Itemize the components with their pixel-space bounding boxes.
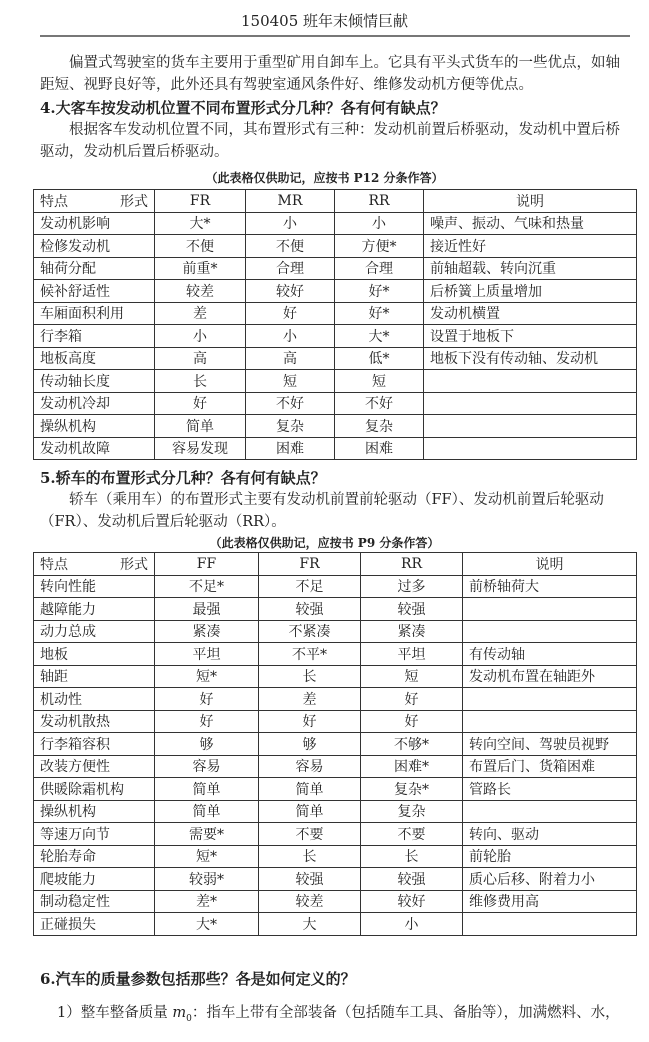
feature-cell: 越障能力	[34, 598, 155, 621]
value-cell: 较好	[361, 890, 463, 913]
feature-cell: 发动机影响	[34, 212, 155, 235]
table-row	[34, 235, 637, 258]
value-cell: 较强	[259, 868, 361, 891]
bus-layout-table	[33, 189, 637, 460]
value-cell: 大*	[335, 325, 424, 348]
mass-symbol: m	[172, 1005, 187, 1021]
value-cell: 合理	[246, 257, 335, 280]
feature-cell: 传动轴长度	[34, 370, 155, 393]
value-cell: 不好	[246, 392, 335, 415]
value-cell: 不足	[259, 575, 361, 598]
table-header-row	[34, 190, 637, 213]
table-row	[34, 392, 637, 415]
note-cell: 布置后门、货箱困难	[463, 755, 637, 778]
table-row	[34, 575, 637, 598]
q4-caption: （此表格仅供助记，应按书 P12 分条作答）	[205, 171, 444, 185]
feature-cell: 正碰损失	[34, 913, 155, 936]
feature-cell: 转向性能	[34, 575, 155, 598]
value-cell: 简单	[259, 778, 361, 801]
value-cell: 需要*	[155, 823, 259, 846]
value-cell: 长	[259, 845, 361, 868]
note-cell: 噪声、振动、气味和热量	[424, 212, 637, 235]
table-row	[34, 733, 637, 756]
header-cell: FR	[155, 190, 246, 213]
feature-cell: 改装方便性	[34, 755, 155, 778]
table-row	[34, 710, 637, 733]
value-cell: 短*	[155, 665, 259, 688]
value-cell: 容易	[259, 755, 361, 778]
value-cell: 容易	[155, 755, 259, 778]
table-row	[34, 325, 637, 348]
q5-caption: （此表格仅供助记，应按书 P9 分条作答）	[209, 536, 440, 550]
value-cell: 较差	[155, 280, 246, 303]
note-cell: 设置于地板下	[424, 325, 637, 348]
table-row	[34, 800, 637, 823]
feature-cell: 供暖除霜机构	[34, 778, 155, 801]
value-cell: 短	[246, 370, 335, 393]
value-cell: 小	[155, 325, 246, 348]
feature-cell: 发动机冷却	[34, 392, 155, 415]
feature-cell: 操纵机构	[34, 415, 155, 438]
value-cell: 小	[361, 913, 463, 936]
table-row	[34, 688, 637, 711]
value-cell: 简单	[155, 415, 246, 438]
value-cell: 小	[246, 212, 335, 235]
note-cell	[463, 800, 637, 823]
value-cell: 紧凑	[155, 620, 259, 643]
table-row	[34, 913, 637, 936]
value-cell: 高	[155, 347, 246, 370]
note-cell: 转向空间、驾驶员视野	[463, 733, 637, 756]
table-row	[34, 370, 637, 393]
value-cell: 复杂	[246, 415, 335, 438]
value-cell: 差	[259, 688, 361, 711]
value-cell: 复杂	[361, 800, 463, 823]
note-cell: 后桥簧上质量增加	[424, 280, 637, 303]
note-cell	[463, 598, 637, 621]
header-cell: 特点 形式	[34, 553, 155, 576]
value-cell: 不要	[361, 823, 463, 846]
value-cell: 不便	[246, 235, 335, 258]
table-row	[34, 845, 637, 868]
value-cell: 困难*	[361, 755, 463, 778]
value-cell: 复杂	[335, 415, 424, 438]
value-cell: 较差	[259, 890, 361, 913]
feature-cell: 候补舒适性	[34, 280, 155, 303]
value-cell: 合理	[335, 257, 424, 280]
feature-cell: 轴荷分配	[34, 257, 155, 280]
value-cell: 不足*	[155, 575, 259, 598]
value-cell: 好	[259, 710, 361, 733]
q4-answer: 根据客车发动机位置不同，其布置形式有三种：发动机前置后桥驱动，发动机中置后桥驱动，发动机后置后桥驱动。	[40, 122, 620, 160]
note-cell: 接近性好	[424, 235, 637, 258]
note-cell	[463, 710, 637, 733]
value-cell: 低*	[335, 347, 424, 370]
value-cell: 较强	[259, 598, 361, 621]
value-cell: 好	[155, 710, 259, 733]
value-cell: 大	[259, 913, 361, 936]
note-cell: 管路长	[463, 778, 637, 801]
note-cell	[463, 913, 637, 936]
note-cell: 地板下没有传动轴、发动机	[424, 347, 637, 370]
q5-answer: 轿车（乘用车）的布置形式主要有发动机前置前轮驱动（FF）、发动机前置后轮驱动（FR）、发动机后置后轮驱动（RR）。	[40, 492, 604, 530]
value-cell: 紧凑	[361, 620, 463, 643]
table-row	[34, 868, 637, 891]
table-row	[34, 890, 637, 913]
table-row	[34, 347, 637, 370]
table-row	[34, 212, 637, 235]
table-row	[34, 257, 637, 280]
value-cell: 不平*	[259, 643, 361, 666]
note-cell	[463, 620, 637, 643]
value-cell: 好	[155, 688, 259, 711]
note-cell	[424, 392, 637, 415]
table-row	[34, 415, 637, 438]
table-row	[34, 755, 637, 778]
value-cell: 够	[259, 733, 361, 756]
value-cell: 好	[246, 302, 335, 325]
note-cell: 前轮胎	[463, 845, 637, 868]
value-cell: 不好	[335, 392, 424, 415]
value-cell: 最强	[155, 598, 259, 621]
note-cell: 维修费用高	[463, 890, 637, 913]
feature-cell: 轮胎寿命	[34, 845, 155, 868]
value-cell: 大*	[155, 913, 259, 936]
table-row	[34, 620, 637, 643]
note-cell: 质心后移、附着力小	[463, 868, 637, 891]
value-cell: 简单	[155, 778, 259, 801]
note-cell	[424, 370, 637, 393]
feature-cell: 制动稳定性	[34, 890, 155, 913]
table-row	[34, 778, 637, 801]
header-cell: 说明	[424, 190, 637, 213]
note-cell	[463, 688, 637, 711]
feature-cell: 轴距	[34, 665, 155, 688]
feature-cell: 等速万向节	[34, 823, 155, 846]
intro-paragraph: 偏置式驾驶室的货车主要用于重型矿用自卸车上。它具有平头式货车的一些优点，如轴距短、视野良好等，此外还具有驾驶室通风条件好、维修发动机方便等优点。	[40, 55, 620, 93]
value-cell: 大*	[155, 212, 246, 235]
value-cell: 好*	[335, 280, 424, 303]
header-divider	[40, 35, 630, 37]
value-cell: 小	[246, 325, 335, 348]
car-layout-table	[33, 552, 637, 936]
value-cell: 平坦	[361, 643, 463, 666]
q5-heading: 5.轿车的布置形式分几种？各有何有缺点？	[40, 469, 326, 487]
table-row	[34, 823, 637, 846]
note-cell: 发动机布置在轴距外	[463, 665, 637, 688]
feature-cell: 地板高度	[34, 347, 155, 370]
value-cell: 短	[361, 665, 463, 688]
note-cell	[424, 437, 637, 460]
value-cell: 过多	[361, 575, 463, 598]
feature-cell: 动力总成	[34, 620, 155, 643]
value-cell: 复杂*	[361, 778, 463, 801]
value-cell: 不便	[155, 235, 246, 258]
value-cell: 好	[361, 688, 463, 711]
feature-cell: 检修发动机	[34, 235, 155, 258]
value-cell: 较强	[361, 868, 463, 891]
feature-cell: 行李箱	[34, 325, 155, 348]
q6-heading: 6.汽车的质量参数包括那些？各是如何定义的？	[40, 970, 356, 988]
table-row	[34, 302, 637, 325]
header-cell: FF	[155, 553, 259, 576]
table-row	[34, 280, 637, 303]
feature-cell: 机动性	[34, 688, 155, 711]
value-cell: 高	[246, 347, 335, 370]
note-cell	[424, 415, 637, 438]
header-cell: 说明	[463, 553, 637, 576]
q6-item-1: 1）整车整备质量 $m_0$：指车上带有全部装备（包括随车工具、备胎等），加满燃料、水，	[57, 1005, 620, 1024]
value-cell: 简单	[155, 800, 259, 823]
note-cell: 前桥轴荷大	[463, 575, 637, 598]
value-cell: 好	[361, 710, 463, 733]
feature-cell: 爬坡能力	[34, 868, 155, 891]
value-cell: 短*	[155, 845, 259, 868]
note-cell: 发动机横置	[424, 302, 637, 325]
value-cell: 前重*	[155, 257, 246, 280]
header-cell: RR	[361, 553, 463, 576]
value-cell: 好	[155, 392, 246, 415]
value-cell: 小	[335, 212, 424, 235]
header-cell: RR	[335, 190, 424, 213]
value-cell: 长	[361, 845, 463, 868]
value-cell: 平坦	[155, 643, 259, 666]
table-row	[34, 665, 637, 688]
feature-cell: 车厢面积利用	[34, 302, 155, 325]
header-cell: FR	[259, 553, 361, 576]
value-cell: 容易发现	[155, 437, 246, 460]
header-cell: 特点 形式	[34, 190, 155, 213]
page-header-title: 150405 班年末倾情巨献	[240, 12, 409, 30]
header-cell: MR	[246, 190, 335, 213]
value-cell: 较弱*	[155, 868, 259, 891]
note-cell: 转向、驱动	[463, 823, 637, 846]
value-cell: 不够*	[361, 733, 463, 756]
table-row	[34, 643, 637, 666]
feature-cell: 发动机散热	[34, 710, 155, 733]
feature-cell: 发动机故障	[34, 437, 155, 460]
value-cell: 长	[155, 370, 246, 393]
table-row	[34, 598, 637, 621]
q4-heading: 4.大客车按发动机位置不同布置形式分几种？各有何有缺点？	[40, 99, 446, 117]
value-cell: 够	[155, 733, 259, 756]
value-cell: 较强	[361, 598, 463, 621]
table-header-row	[34, 553, 637, 576]
feature-cell: 地板	[34, 643, 155, 666]
note-cell: 有传动轴	[463, 643, 637, 666]
feature-cell: 行李箱容积	[34, 733, 155, 756]
value-cell: 较好	[246, 280, 335, 303]
value-cell: 好*	[335, 302, 424, 325]
value-cell: 困难	[335, 437, 424, 460]
value-cell: 短	[335, 370, 424, 393]
note-cell: 前轴超载、转向沉重	[424, 257, 637, 280]
value-cell: 差*	[155, 890, 259, 913]
value-cell: 简单	[259, 800, 361, 823]
value-cell: 困难	[246, 437, 335, 460]
value-cell: 方便*	[335, 235, 424, 258]
value-cell: 不紧凑	[259, 620, 361, 643]
value-cell: 差	[155, 302, 246, 325]
value-cell: 不要	[259, 823, 361, 846]
value-cell: 长	[259, 665, 361, 688]
table-row	[34, 437, 637, 460]
feature-cell: 操纵机构	[34, 800, 155, 823]
